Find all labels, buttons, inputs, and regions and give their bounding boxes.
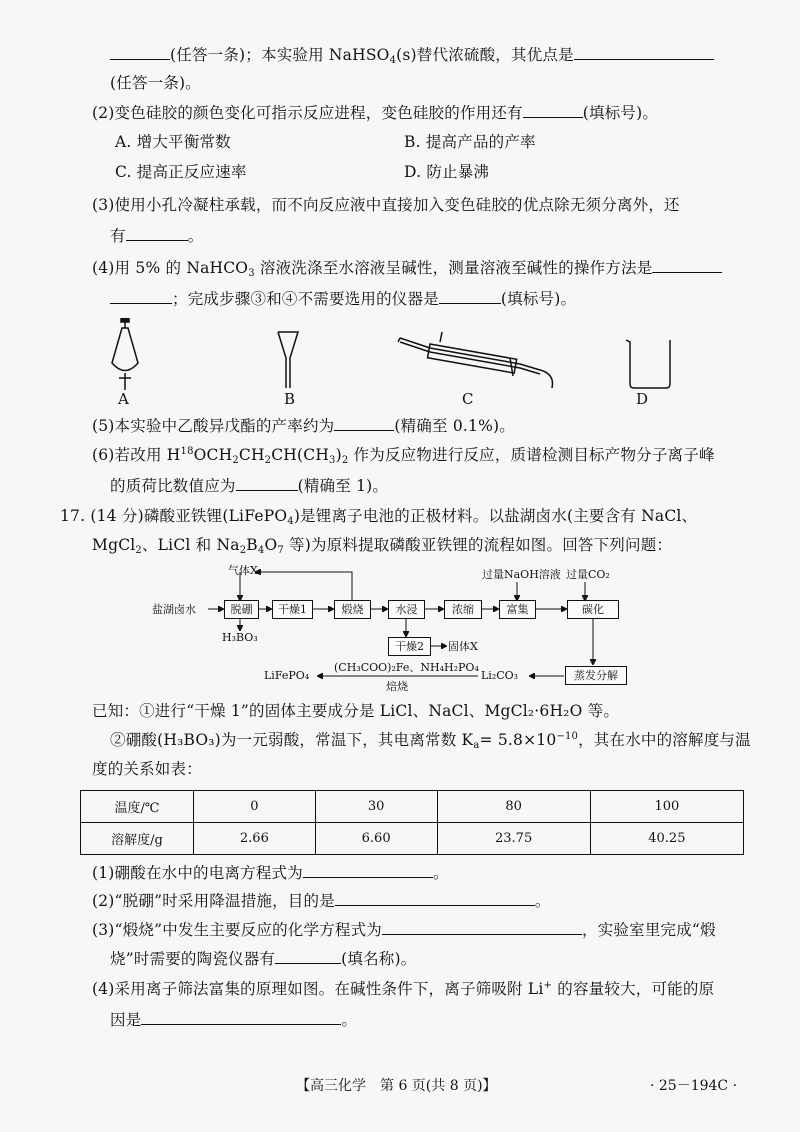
q16-4-line2: ；完成步骤③和④不需要选用的仪器是 (填标号)。 [110,287,576,310]
q17-1: (1)硼酸在水中的电离方程式为 。 [92,861,449,884]
table-cell: 100 [590,791,743,823]
step-enrich: 富集 [499,600,536,619]
apparatus-label-c: C [462,390,474,408]
apparatus-figure [100,318,700,398]
solid-x-label: 固体X [448,640,478,653]
q16-3-line2: 有 。 [110,224,203,247]
co2-label: 过量CO₂ [566,568,610,581]
step-dry1: 干燥1 [272,600,313,619]
step-calcine: 煅烧 [334,600,371,619]
table-cell: 23.75 [437,823,590,855]
brine-label: 盐湖卤水 [152,603,196,616]
beaker-icon [626,340,670,388]
q16-4: (4)用 5% 的 NaHCO$_3$ 溶液洗涤至水溶液呈碱性，测量溶液至碱性的操作方法是 [92,256,722,279]
known-2-line2: 度的关系如表： [92,760,202,778]
table-cell: 6.60 [315,823,437,855]
roast-label: 焙烧 [386,680,408,693]
q16-6-line2: 的质荷比数值应为 (精确至 1)。 [110,474,388,497]
h3bo3-label: H₃BO₃ [222,631,258,644]
table-row [81,791,744,823]
q17-3: (3)“煅烧”中发生主要反应的化学方程式为 ，实验室里完成“煅 [92,918,716,941]
table-cell: 溶解度/g [81,823,194,855]
q16-6: (6)若改用 $H^{18}OCH_2CH_2CH(CH_3)_2$ 作为反应物进行反应，质谱检测目标产物分子离子峰 [92,446,715,466]
gas-x-label: 气体X [228,564,258,577]
apparatus-label-a: A [118,390,129,408]
answer-blank[interactable] [141,1008,341,1025]
table-cell: 2.66 [194,823,316,855]
reagents-label: (CH₃COO)₂Fe、NH₄H₂PO₄ [334,661,479,674]
q16-2: (2)变色硅胶的颜色变化可指示反应进程，变色硅胶的作用还有 (填标号)。 [92,101,658,124]
answer-blank[interactable] [303,861,433,878]
step-carbonize: 碳化 [567,600,619,619]
q17-intro-line2: MgCl$_2$、LiCl 和 $Na_2B_4O_7$ 等)为原料提取磷酸亚铁锂的流程如图。回答下列问题： [92,536,673,556]
answer-blank[interactable] [335,889,535,906]
step-deboron: 脱硼 [224,600,259,619]
funnel-icon [278,332,298,388]
naoh-label: 过量NaOH溶液 [482,568,561,581]
answer-blank[interactable] [382,918,582,935]
answer-blank[interactable] [236,474,298,491]
answer-blank[interactable] [126,224,188,241]
page-footer-code: · 25－194C · [650,1078,738,1094]
q16-3: (3)使用小孔冷凝柱承载，而不向反应液中直接加入变色硅胶的优点除无须分离外，还 [92,196,680,214]
q17-3-line2: 烧”时需要的陶瓷仪器有 (填名称)。 [110,947,416,970]
answer-blank[interactable] [110,43,170,60]
answer-blank[interactable] [574,43,714,60]
option-c: C. 提高正反应速率 [115,163,247,181]
answer-blank[interactable] [334,414,394,431]
answer-blank[interactable] [110,287,172,304]
answer-blank[interactable] [275,947,341,964]
answer-blank[interactable] [523,101,583,118]
q16-line1: (任答一条)；本实验用 NaHSO$_4$(s)替代浓硫酸，其优点是 [110,43,714,66]
solubility-table [80,790,744,855]
step-dry2: 干燥2 [388,637,431,656]
apparatus-label-d: D [636,390,649,408]
table-cell: 80 [437,791,590,823]
table-cell: 30 [315,791,437,823]
option-a: A. 增大平衡常数 [115,133,231,151]
known-2: ②硼酸(H₃BO₃)为一元弱酸，常温下，其电离常数 $K_a= 5.8\times 10^{-10}$，其在水中的溶解度与温 [110,731,751,751]
li2co3-label: Li₂CO₃ [481,669,519,682]
table-cell: 温度/℃ [81,791,194,823]
option-d: D. 防止暴沸 [404,163,490,181]
q17-4-line2: 因是 。 [110,1008,357,1031]
answer-blank[interactable] [652,256,722,273]
lifepo4-label: LiFePO₄ [264,669,310,682]
q16-line2: (任答一条)。 [110,74,201,92]
step-concentrate: 浓缩 [444,600,482,619]
q17-4: (4)采用离子筛法富集的原理如图。在碱性条件下，离子筛吸附 Li+ 的容量较大，可能的原 [92,980,715,998]
separatory-funnel-icon [112,318,138,390]
table-cell: 40.25 [590,823,743,855]
apparatus-label-b: B [284,390,296,408]
table-row [81,823,744,855]
option-b: B. 提高产品的产率 [404,133,536,151]
q17-heading: 17. (14 分)磷酸亚铁锂(LiFePO$_4$)是锂离子电池的正极材料。以盐湖卤水(主要含有 NaCl、 [60,507,698,527]
q16-5: (5)本实验中乙酸异戊酯的产率约为 (精确至 0.1%)。 [92,414,515,437]
q17-2: (2)“脱硼”时采用降温措施，目的是 。 [92,889,551,912]
page-footer-title: 【高三化学 第 6 页(共 8 页)】 [296,1078,497,1094]
table-cell: 0 [194,791,316,823]
answer-blank[interactable] [439,287,501,304]
condenser-icon [398,332,553,388]
step-leach: 水浸 [388,600,425,619]
step-evaporate: 蒸发分解 [565,666,627,685]
known-1: 已知：①进行“干燥 1”的固体主要成分是 LiCl、NaCl、MgCl₂·6H₂O 等。 [92,702,620,720]
